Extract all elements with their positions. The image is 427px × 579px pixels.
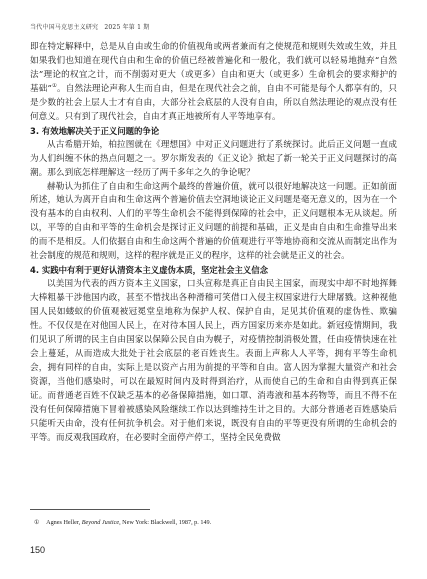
section-heading-3: 3. 有效地解决关于正义问题的争论 xyxy=(30,125,160,136)
footnote-divider xyxy=(30,509,150,510)
paragraph-3: 赫勒认为抓住了自由和生命这两个最终的普遍价值，就可以很好地解决这一问题。正如前面所述，她认为离开自由和生命这两个普遍价值去空洞地谈论正义问题是毫无意义的，因为在一个没有基本的自由权利、人们的平等生命机会不能得到保障的社会中，正义问题根本无从谈起。所以，平等的自由和平等的生命机会是探讨正义问题的前提和基础，正义是由自由和生命推导出来的而不是相反。人们依据自由和生命这两个普遍的价值观进行平等地协商和交流从而制定出作为社会制度的规范和规则，这样的程序就是正义的程序，这样的社会就是正义的社会。 xyxy=(30,181,397,262)
paragraph-1 xyxy=(30,41,397,125)
footnote-title: Beyond Justice xyxy=(81,519,120,526)
paragraph-4: 以美国为代表的西方资本主义国家，口头宣称是真正自由民主国家，而现实中却不时地挥舞大棒粗暴干涉他国内政，甚至不惜找出各种滑稽可笑借口入侵主权国家进行大肆屠戮。这种视他国人民如蝼蚁的价值观被冠冕堂皇地称为保护人权、保护自由，足见其价值观的虚伪性、欺骗性。不仅仅是在对他国人民上，在对待本国人民上，西方国家历来亦是如此。新冠疫情期间，我们见识了所谓的民主自由国家以保障公民自由为幌子，对疫情控制消极处置，任由疫情快速在社会上蔓延，从而造成大批处于社会底层的老百姓丧生。表面上声称人人平等，拥有平等生命机会，拥有同样的自由，实际上是以资产占用为前提的平等和自由。富人因为掌握大量资产和社会资源，当他们感染时，可以在最短时间内及时得到治疗，从而使自己的生命和自由得到真正保证。而普通老百姓不仅缺乏基本的必备保障措施，如口罩、消毒液和基本药物等，而且不得不在没有任何保障措施下冒着被感染风险继续工作以达到维持生计之目的。大部分普通老百姓感染后只能听天由命，没有任何抗争机会。对于他们来说，既没有自由的平等更没有所谓的生命机会的平等。而反观我国政府，在必要时全面停产停工，坚持全民免费做 xyxy=(30,279,397,443)
footnote-ref[interactable]: ① xyxy=(51,83,58,89)
footnote-marker: ① xyxy=(34,519,40,526)
page-number: 150 xyxy=(30,545,46,555)
running-header: 当代中国马克思主义研究 2025 年第 1 期 xyxy=(30,24,150,31)
section-heading-4: 4. 实践中有利于更好认清资本主义虚伪本质，坚定社会主义信念 xyxy=(30,265,269,276)
paragraph-2: 从古希腊开始，柏拉图就在《理想国》中对正义问题进行了系统探讨。此后正义问题一直成为人们纠缠不休的热点问题之一。罗尔斯发表的《正义论》掀起了新一轮关于正义问题探讨的高潮。那么到底怎样理解这一经历了两千多年之久的争论呢？ xyxy=(30,139,397,178)
paragraph-1-text: 即在特定解释中，总是从自由或生命的价值视角或两者兼而有之使规范和规则失效或生效，并且如果我们也知道在现代自由和生命的价值已经被普遍化和一般化，我们就可以轻易地抛弃“自然法”理论的权宜之计，而不削弱对更大（或更多）自由和更大（或更多）生命机会的要求辩护的基础” xyxy=(30,42,397,94)
paragraph-1-tail: 。自然法理论声称人生而自由，但是在现代社会之前，自由不可能是每个人都享有的，只是少数的社会上层人士才有自由，大部分社会底层的人没有自由，所以自然法理论的观点没有任何意义。只有到了现代社会，自由才真正地被所有人平等地享有。 xyxy=(30,83,398,122)
body-text xyxy=(30,41,397,446)
footnote xyxy=(34,519,211,526)
footnote-author: Agnes Heller, xyxy=(46,519,82,526)
footnote-publication: , New York: Blackwell, 1987, p. 149. xyxy=(119,519,212,526)
